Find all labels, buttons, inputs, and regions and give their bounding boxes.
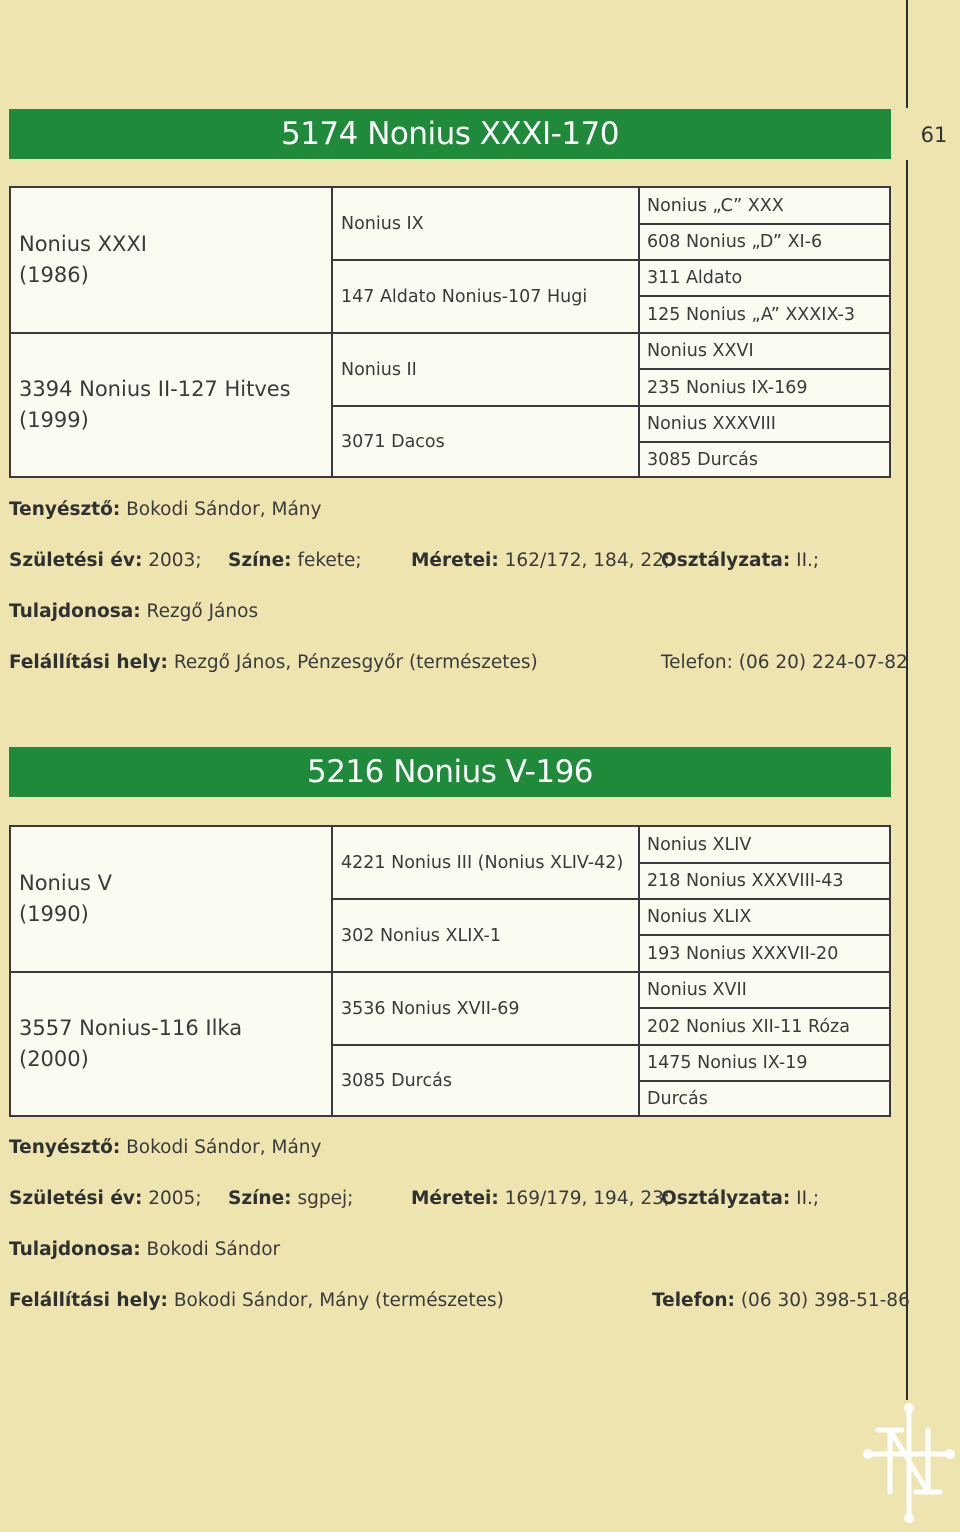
dam-cell (11, 973, 331, 1115)
great-grandparent-cell: Durcás (647, 1088, 708, 1109)
grandparent-cell: 3536 Nonius XVII-69 (341, 998, 520, 1019)
dam-name: 3394 Nonius II-127 Hitves (19, 377, 291, 401)
margin-line-bottom (906, 160, 908, 1400)
sire-year: (1990) (19, 902, 89, 926)
great-grandparent-cell: 202 Nonius XII-11 Róza (647, 1016, 850, 1037)
grandparent-cell: 147 Aldato Nonius-107 Hugi (341, 286, 588, 307)
great-grandparent-cell: Nonius XVII (647, 980, 747, 1000)
nonius-brand-mark-icon (862, 1402, 956, 1524)
dam-cell (11, 334, 331, 476)
great-grandparent-cell: Nonius XXVI (647, 341, 754, 361)
great-grandparent-cell: 311 Aldato (647, 268, 743, 288)
owner-line: Tulajdonosa: Bokodi Sándor (9, 1239, 281, 1260)
grandparent-cell: 3071 Dacos (341, 431, 445, 452)
great-grandparent-cell: 3085 Durcás (647, 449, 758, 470)
owner-line: Tulajdonosa: Rezgő János (9, 601, 259, 622)
horse-title: 5216 Nonius V-196 (306, 754, 594, 790)
measurements: Méretei: 169/179, 194, 23; (411, 1188, 671, 1209)
great-grandparent-cell: 1475 Nonius IX-19 (647, 1053, 808, 1073)
page-number: 61 (920, 123, 948, 147)
margin-line-top (906, 0, 908, 108)
horse-title: 5174 Nonius XXXI-170 (280, 116, 620, 152)
grandparent-cell: 3085 Durcás (341, 1070, 452, 1091)
pedigree-table (9, 825, 891, 1117)
grandparent-cell: Nonius II (341, 359, 417, 380)
grandparent-cell: 4221 Nonius III (Nonius XLIV-42) (341, 852, 624, 873)
location-line: Felállítási hely: Bokodi Sándor, Mány (természetes) (9, 1290, 504, 1311)
great-grandparent-cell: 235 Nonius IX-169 (647, 377, 808, 398)
sire-name: Nonius XXXI (19, 232, 147, 256)
measurements: Méretei: 162/172, 184, 22; (411, 550, 671, 571)
pedigree-table (9, 186, 891, 478)
sire-year: (1986) (19, 263, 89, 287)
coat-color: Színe: fekete; (228, 550, 362, 571)
phone-line: Telefon: (06 30) 398-51-86 (652, 1290, 910, 1311)
location-line: Felállítási hely: Rezgő János, Pénzesgyőr (természetes) (9, 652, 538, 673)
sire-name: Nonius V (19, 871, 112, 895)
classification: Osztályzata: II.; (661, 550, 820, 571)
great-grandparent-cell: Nonius XLIX (647, 907, 752, 927)
breeder-line: Tenyésztő: Bokodi Sándor, Mány (9, 1137, 322, 1158)
dam-year: (1999) (19, 408, 89, 432)
classification: Osztályzata: II.; (661, 1188, 820, 1209)
grandparent-cell: 302 Nonius XLIX-1 (341, 925, 501, 946)
breeder-line: Tenyésztő: Bokodi Sándor, Mány (9, 499, 322, 520)
coat-color: Színe: sgpej; (228, 1188, 354, 1209)
great-grandparent-cell: 193 Nonius XXXVII-20 (647, 943, 839, 964)
horse-title-banner (9, 747, 891, 797)
sire-cell (11, 188, 331, 332)
dam-year: (2000) (19, 1047, 89, 1071)
grandparent-cell: Nonius IX (341, 213, 424, 234)
birth-year: Születési év: 2005; (9, 1188, 202, 1209)
birth-year: Születési év: 2003; (9, 550, 202, 571)
sire-cell (11, 827, 331, 971)
dam-name: 3557 Nonius-116 Ilka (19, 1016, 243, 1040)
great-grandparent-cell: Nonius „C” XXX (647, 195, 784, 216)
great-grandparent-cell: 218 Nonius XXXVIII-43 (647, 871, 844, 891)
phone-line: Telefon: (06 20) 224-07-82 (661, 652, 908, 673)
great-grandparent-cell: Nonius XXXVIII (647, 414, 776, 434)
great-grandparent-cell: 125 Nonius „A” XXXIX-3 (647, 304, 856, 325)
great-grandparent-cell: 608 Nonius „D” XI-6 (647, 232, 823, 252)
horse-title-banner (9, 109, 891, 159)
great-grandparent-cell: Nonius XLIV (647, 834, 752, 855)
